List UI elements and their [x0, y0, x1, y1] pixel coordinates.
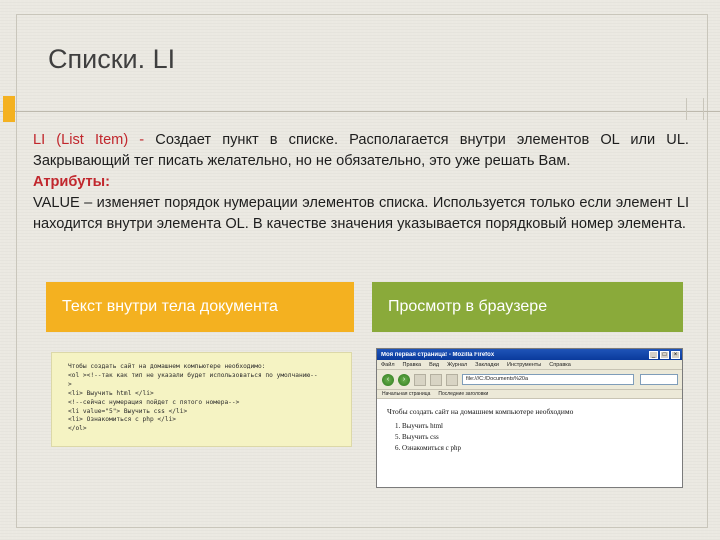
menu-item: Правка [402, 361, 422, 368]
title-divider [0, 111, 720, 112]
menu-item: Закладки [475, 361, 499, 368]
forward-icon: › [398, 374, 410, 386]
code-screenshot [51, 352, 352, 447]
back-icon: ‹ [382, 374, 394, 386]
code-line: <ol ><!--так как тип не указали будет использоваться по умолчанию-- [68, 371, 318, 379]
bookmark-item: Начальная страница [382, 391, 431, 397]
rendered-list-item: 1. Выучить html [395, 422, 443, 430]
tag-name: LI (List Item) - [33, 132, 145, 148]
reload-icon [414, 374, 426, 386]
menu-item: Инструменты [506, 361, 542, 368]
accent-ticks [686, 98, 704, 120]
minimize-icon: _ [649, 351, 658, 359]
attributes-heading: Атрибуты: [33, 174, 110, 190]
browser-label: Просмотр в браузере [372, 282, 683, 332]
bookmark-item: Последние заголовки [438, 391, 489, 397]
maximize-icon: □ [660, 351, 669, 359]
search-box [640, 374, 678, 385]
address-bar: file:///C:/Documents%20a [462, 374, 634, 385]
rendered-heading: Чтобы создать сайт на домашнем компьютере необходимо [387, 407, 574, 416]
code-line: </ol> [68, 425, 87, 433]
value-attribute-text: VALUE – изменяет порядок нумерации элементов списка. Используется только если элемент LI находится внутри элемента OL. В качестве значения указывается порядковый номер элемента. [33, 195, 689, 232]
accent-block [3, 96, 15, 122]
frame-top-line [16, 14, 708, 15]
browser-screenshot [376, 348, 683, 488]
browser-titlebar [377, 349, 682, 360]
rendered-list-item: 5. Выучить css [395, 433, 439, 441]
code-line: Чтобы создать сайт на домашнем компьютере необходимо: [68, 363, 266, 370]
menu-item: Файл [381, 361, 395, 368]
rendered-list-item: 6. Ознакомиться с php [395, 444, 461, 452]
bookmarks-bar [377, 390, 682, 399]
browser-toolbar [377, 370, 682, 390]
code-line: <li value="5"> Выучить css </li> [68, 407, 188, 415]
browser-menubar [377, 360, 682, 370]
frame-right-line [707, 14, 708, 528]
close-icon: × [671, 351, 680, 359]
menu-item: Справка [549, 361, 571, 368]
browser-window-title: Моя первая страница! - Mozilla Firefox [381, 351, 495, 358]
stop-icon [430, 374, 442, 386]
menu-item: Журнал [447, 361, 468, 368]
body-text [33, 130, 689, 235]
code-label: Текст внутри тела документа [46, 282, 354, 332]
tag-description: Создает пункт в списке. Располагается внутри элементов OL или UL. Закрывающий тег писать желательно, но не обязательно, это уже решать Вам. [33, 132, 689, 169]
browser-content [377, 399, 682, 462]
frame-bottom-line [16, 527, 708, 528]
code-line: <li> Ознакомиться с php </li> [68, 416, 177, 424]
menu-item: Вид [429, 361, 440, 368]
home-icon [446, 374, 458, 386]
li-description [33, 130, 689, 172]
frame-left-line [16, 14, 17, 528]
code-line: <!--сейчас нумерация пойдет с пятого номера--> [68, 398, 240, 406]
slide-title: Списки. LI [48, 44, 176, 74]
code-line: <li> Выучить html </li> [68, 389, 154, 397]
code-line: > [68, 380, 72, 388]
